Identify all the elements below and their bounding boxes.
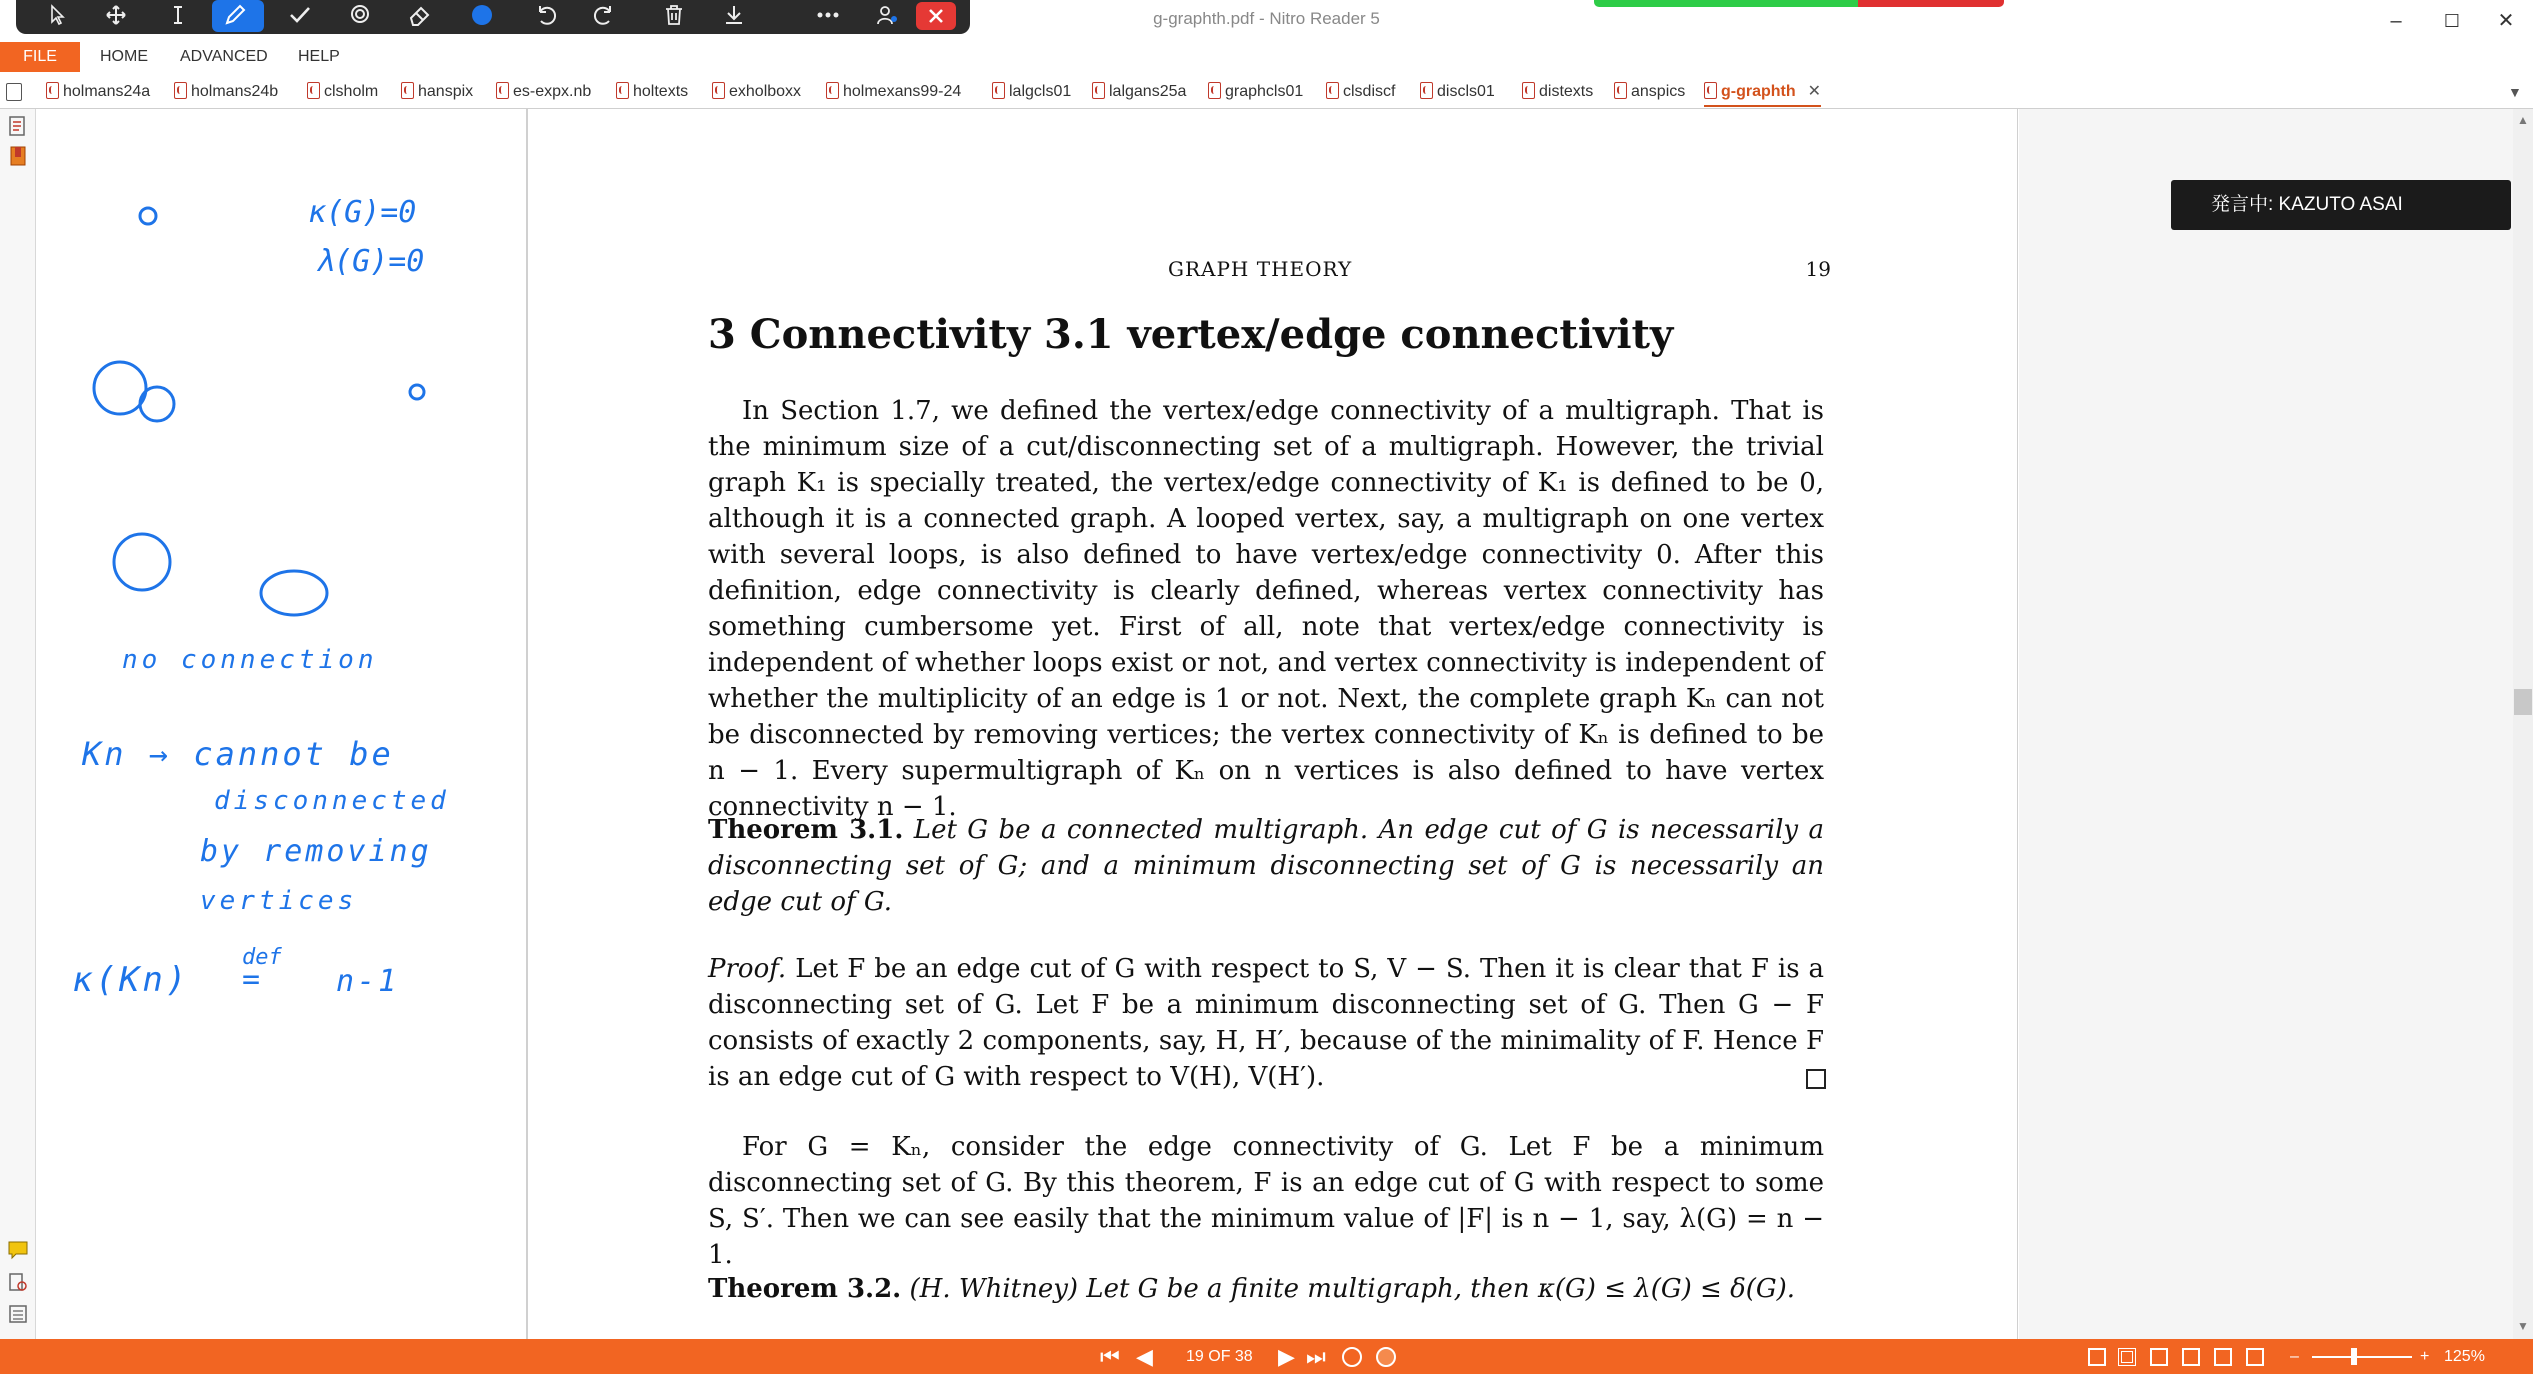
tab-holmexans99-24[interactable]: holmexans99-24 bbox=[826, 77, 961, 107]
user-settings-icon[interactable] bbox=[866, 0, 910, 30]
note-kappa: κ(G)=0 bbox=[308, 195, 417, 230]
check-icon[interactable] bbox=[278, 0, 322, 30]
last-page-button[interactable]: ⏭ bbox=[1306, 1344, 1326, 1369]
pdf-icon bbox=[1704, 82, 1717, 99]
note-no-connection: no connection bbox=[122, 645, 378, 675]
more-icon[interactable] bbox=[806, 0, 850, 30]
color-dot-icon[interactable] bbox=[460, 0, 504, 30]
tab-clsdiscf[interactable]: clsdiscf bbox=[1326, 77, 1395, 107]
tab-holmans24b[interactable]: holmans24b bbox=[174, 77, 278, 107]
tab-lalgans25a[interactable]: lalgans25a bbox=[1092, 77, 1186, 107]
comments-icon[interactable] bbox=[7, 1239, 29, 1261]
tab-overflow-chevron-icon[interactable]: ▼ bbox=[2508, 84, 2522, 100]
note-def: def bbox=[242, 945, 282, 970]
first-page-button[interactable]: ⏮ bbox=[1100, 1344, 1120, 1369]
zoom-slider-thumb[interactable] bbox=[2351, 1348, 2357, 1365]
qed-box bbox=[1806, 1069, 1826, 1089]
menu-file[interactable]: FILE bbox=[0, 42, 80, 72]
note-n-minus-1: n-1 bbox=[336, 964, 400, 999]
theorem-body: (H. Whitney) Let G be a finite multigraph, then κ(G) ≤ λ(G) ≤ δ(G). bbox=[909, 1274, 1796, 1304]
right-margin bbox=[2019, 109, 2513, 1339]
proof-label: Proof. bbox=[708, 954, 787, 984]
tab-graphcls01[interactable]: graphcls01 bbox=[1208, 77, 1303, 107]
download-icon[interactable] bbox=[712, 0, 756, 30]
tab-g-graphth[interactable]: g-graphth ✕ bbox=[1704, 77, 1821, 107]
pdf-icon bbox=[1420, 82, 1433, 99]
pdf-page bbox=[530, 109, 2018, 1339]
close-window-button[interactable]: ✕ bbox=[2497, 10, 2515, 32]
theorem-3-1 bbox=[708, 812, 1824, 920]
note-kappa-kn: κ(Kn) bbox=[72, 960, 190, 1000]
edge-connectivity-paragraph: For G = Kₙ, consider the edge connectivity of G. Let F be a minimum disconnecting set of G. By this theorem, F is an edge cut of G with respect to some S, S′. Then we can see easily that the minimum value of |F| is n − 1, say, λ(G) = n − 1. bbox=[708, 1132, 1824, 1270]
note-disconnected: disconnected bbox=[214, 786, 450, 816]
note-equals: = bbox=[242, 962, 261, 997]
pdf-icon bbox=[616, 82, 629, 99]
recording-progress-green bbox=[1594, 0, 1858, 7]
tab-hanspix[interactable]: hanspix bbox=[401, 77, 473, 107]
tab-discls01[interactable]: discls01 bbox=[1420, 77, 1495, 107]
page-thumbnails-icon[interactable] bbox=[7, 115, 29, 137]
note-lambda: λ(G)=0 bbox=[316, 244, 425, 279]
pdf-icon bbox=[1614, 82, 1627, 99]
window-title: g-graphth.pdf - Nitro Reader 5 bbox=[1153, 9, 1380, 28]
single-page-view-icon[interactable] bbox=[2088, 1348, 2106, 1366]
scroll-up-icon[interactable]: ▲ bbox=[2517, 113, 2529, 127]
pen-toolbar bbox=[16, 0, 970, 34]
handwritten-notes-panel[interactable] bbox=[36, 109, 528, 1339]
document-tab-bar bbox=[0, 75, 2533, 109]
layers-icon[interactable] bbox=[7, 1303, 29, 1325]
fit-page-icon[interactable] bbox=[2246, 1348, 2264, 1366]
tab-clsholm[interactable]: clsholm bbox=[307, 77, 378, 107]
redo-icon[interactable] bbox=[582, 0, 626, 30]
section-heading: 3 Connectivity 3.1 vertex/edge connectivity bbox=[708, 311, 1674, 358]
select-arrow-icon[interactable] bbox=[36, 0, 80, 30]
zoom-out-button[interactable]: – bbox=[2290, 1348, 2299, 1365]
eraser-icon[interactable] bbox=[398, 0, 442, 30]
tab-holtexts[interactable]: holtexts bbox=[616, 77, 688, 107]
bookmarks-icon[interactable] bbox=[7, 145, 29, 167]
close-icon[interactable] bbox=[916, 2, 956, 30]
page-number: 19 bbox=[1805, 257, 1831, 281]
note-by-removing: by removing bbox=[200, 834, 432, 869]
trash-icon[interactable] bbox=[652, 0, 696, 30]
pdf-icon bbox=[1092, 82, 1105, 99]
ink-ellipse bbox=[261, 571, 327, 615]
tab-lalgcls01[interactable]: lalgcls01 bbox=[992, 77, 1071, 107]
page-indicator[interactable]: 19 OF 38 bbox=[1186, 1348, 1253, 1365]
undo-icon[interactable] bbox=[524, 0, 568, 30]
pdf-icon bbox=[1326, 82, 1339, 99]
ink-circle bbox=[114, 534, 170, 590]
ink-circle bbox=[410, 385, 424, 399]
theorem-label: Theorem 3.2. bbox=[708, 1274, 902, 1304]
tab-anspics[interactable]: anspics bbox=[1614, 77, 1685, 107]
maximize-button[interactable]: ☐ bbox=[2443, 11, 2461, 31]
minimize-button[interactable]: – bbox=[2390, 10, 2402, 32]
proof-body: Let F be an edge cut of G with respect to S, V − S. Then it is clear that F is a disconnecting set of G. Let F be a minimum disconnecting set of G. Then G − F consists of exactly 2 components, say, H, H′, because of the minimality of F. Hence F is an edge cut of G with respect to V(H), V(H′). bbox=[708, 954, 1825, 1092]
pdf-icon bbox=[992, 82, 1005, 99]
zoom-level[interactable]: 125% bbox=[2444, 1348, 2485, 1365]
pdf-icon bbox=[1522, 82, 1535, 99]
pdf-icon bbox=[1208, 82, 1221, 99]
recording-progress-red bbox=[1858, 0, 2004, 7]
running-header: GRAPH THEORY bbox=[1168, 257, 1353, 281]
tab-exholboxx[interactable]: exholboxx bbox=[712, 77, 801, 107]
facing-continuous-view-icon[interactable] bbox=[2182, 1348, 2200, 1366]
pdf-icon bbox=[401, 82, 414, 99]
pdf-icon bbox=[174, 82, 187, 99]
fit-width-icon[interactable] bbox=[2214, 1348, 2232, 1366]
left-icon-strip bbox=[0, 109, 36, 1339]
menu-home[interactable]: HOME bbox=[100, 48, 148, 65]
lasso-icon[interactable] bbox=[338, 0, 382, 30]
tab-distexts[interactable]: distexts bbox=[1522, 77, 1593, 107]
menu-bar bbox=[0, 42, 2533, 72]
tab-close-icon[interactable]: ✕ bbox=[1807, 83, 1822, 100]
pdf-icon bbox=[826, 82, 839, 99]
back-view-icon[interactable] bbox=[1342, 1347, 1362, 1367]
note-vertices: vertices bbox=[200, 886, 358, 916]
attachments-icon[interactable] bbox=[7, 1271, 29, 1293]
tab-es-expx[interactable]: es-expx.nb bbox=[496, 77, 591, 107]
scroll-down-icon[interactable]: ▼ bbox=[2517, 1319, 2529, 1333]
theorem-body: Let G be a connected multigraph. An edge cut of G is necessarily a disconnecting set of G; and a minimum disconnecting set of G is necessarily an edge cut of G. bbox=[708, 815, 1824, 917]
pdf-icon bbox=[46, 82, 59, 99]
pdf-icon bbox=[712, 82, 725, 99]
ink-circle bbox=[140, 208, 156, 224]
menu-advanced[interactable]: ADVANCED bbox=[180, 48, 268, 65]
proof-paragraph bbox=[708, 951, 1824, 1095]
pdf-icon bbox=[307, 82, 320, 99]
speaking-indicator: 発言中: KAZUTO ASAI bbox=[2171, 180, 2511, 230]
text-cursor-icon[interactable] bbox=[156, 0, 200, 30]
previous-page-button[interactable]: ◀ bbox=[1136, 1344, 1153, 1369]
menu-help[interactable]: HELP bbox=[298, 48, 340, 65]
pdf-icon bbox=[496, 82, 509, 99]
tab-holmans24a[interactable]: holmans24a bbox=[46, 77, 150, 107]
tab-list-icon[interactable] bbox=[6, 77, 22, 107]
scrollbar-thumb[interactable] bbox=[2514, 689, 2532, 715]
forward-view-icon[interactable] bbox=[1376, 1347, 1396, 1367]
handwriting-canvas bbox=[36, 109, 528, 1339]
ink-circle bbox=[94, 362, 146, 414]
continuous-view-icon[interactable] bbox=[2118, 1348, 2136, 1366]
intro-paragraph: In Section 1.7, we defined the vertex/edge connectivity of a multigraph. That is the minimum size of a cut/disconnecting set of a multigraph. However, the trivial graph K₁ is specially treated, the vertex/edge connectivity of K₁ is defined to be 0, although it is a connected graph. A looped vertex, say, a multigraph on one vertex with several loops, is also defined to have vertex/edge connectivity 0. After this definition, edge connectivity is clearly defined, whereas vertex connectivity has something cumbersome yet. First of all, note that vertex/edge connectivity is independent of whether loops exist or not, and vertex connectivity is independent of whether the multiplicity of an edge is 1 or not. Next, the complete graph Kₙ can not be disconnected by removing vertices; the vertex connectivity of Kₙ is defined to be n − 1. Every supermultigraph of Kₙ on n vertices is also defined to have vertex connectivity n − 1. bbox=[708, 396, 1824, 822]
move-icon[interactable] bbox=[94, 0, 138, 30]
ink-circle bbox=[140, 387, 174, 421]
pen-icon[interactable] bbox=[212, 0, 264, 32]
status-bar bbox=[0, 1339, 2533, 1374]
theorem-3-2 bbox=[708, 1271, 1824, 1307]
zoom-in-button[interactable]: + bbox=[2420, 1348, 2430, 1365]
next-page-button[interactable]: ▶ bbox=[1278, 1344, 1295, 1369]
theorem-label: Theorem 3.1. bbox=[708, 815, 904, 845]
zoom-slider[interactable] bbox=[2312, 1356, 2412, 1358]
note-kn-cannot: Kn → cannot be bbox=[82, 735, 394, 773]
facing-view-icon[interactable] bbox=[2150, 1348, 2168, 1366]
vertical-scrollbar[interactable] bbox=[2513, 109, 2533, 1339]
